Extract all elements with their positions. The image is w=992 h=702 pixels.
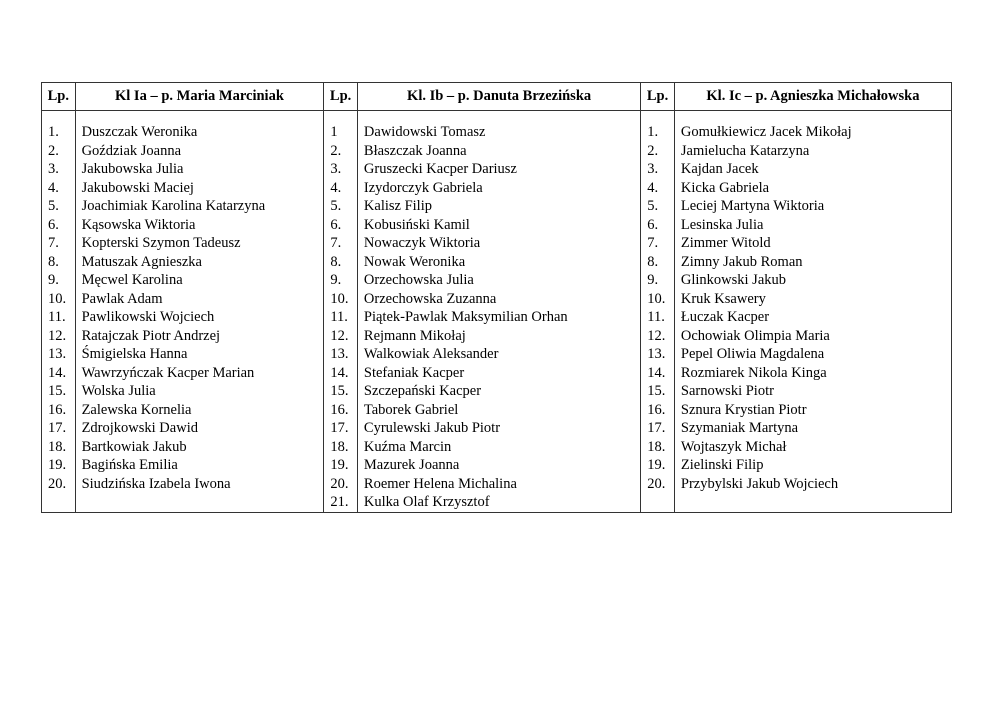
student-name-ib: Nowaczyk Wiktoria	[357, 234, 640, 253]
student-number-ib: 13.	[324, 345, 358, 364]
table-row	[42, 160, 952, 179]
student-number-ic: 4.	[641, 179, 675, 198]
student-number-ic: 6.	[641, 216, 675, 235]
student-number-ic: 1.	[641, 123, 675, 142]
student-name-ic: Kicka Gabriela	[674, 179, 951, 198]
student-name-ib: Szczepański Kacper	[357, 382, 640, 401]
student-number-ia: 19.	[42, 456, 76, 475]
student-number-ia: 9.	[42, 271, 76, 290]
student-number-ic: 7.	[641, 234, 675, 253]
student-number-ic: 8.	[641, 253, 675, 272]
table-row	[42, 475, 952, 494]
student-name-ic: Rozmiarek Nikola Kinga	[674, 364, 951, 383]
student-name-ia: Jakubowski Maciej	[75, 179, 324, 198]
table-row	[42, 419, 952, 438]
student-number-ic: 16.	[641, 401, 675, 420]
student-name-ic: Szymaniak Martyna	[674, 419, 951, 438]
student-name-ia: Wawrzyńczak Kacper Marian	[75, 364, 324, 383]
student-name-ib: Kalisz Filip	[357, 197, 640, 216]
student-number-ic	[641, 493, 675, 512]
student-number-ia: 4.	[42, 179, 76, 198]
student-name-ia: Śmigielska Hanna	[75, 345, 324, 364]
lp-header-ia: Lp.	[42, 83, 76, 111]
student-name-ia: Bagińska Emilia	[75, 456, 324, 475]
table-row	[42, 271, 952, 290]
student-number-ib: 7.	[324, 234, 358, 253]
student-name-ia: Joachimiak Karolina Katarzyna	[75, 197, 324, 216]
student-name-ic: Łuczak Kacper	[674, 308, 951, 327]
student-name-ia: Zdrojkowski Dawid	[75, 419, 324, 438]
student-name-ib: Dawidowski Tomasz	[357, 123, 640, 142]
student-number-ib: 1	[324, 123, 358, 142]
student-number-ia: 8.	[42, 253, 76, 272]
student-name-ia	[75, 493, 324, 512]
student-name-ib: Nowak Weronika	[357, 253, 640, 272]
student-number-ia: 18.	[42, 438, 76, 457]
student-name-ib: Kuźma Marcin	[357, 438, 640, 457]
student-number-ic: 20.	[641, 475, 675, 494]
student-number-ib: 11.	[324, 308, 358, 327]
student-number-ia: 6.	[42, 216, 76, 235]
table-row	[42, 142, 952, 161]
student-name-ia: Męcwel Karolina	[75, 271, 324, 290]
student-number-ia: 17.	[42, 419, 76, 438]
student-number-ib: 20.	[324, 475, 358, 494]
student-number-ib: 3.	[324, 160, 358, 179]
student-name-ia: Zalewska Kornelia	[75, 401, 324, 420]
student-name-ic: Przybylski Jakub Wojciech	[674, 475, 951, 494]
student-name-ic: Zielinski Filip	[674, 456, 951, 475]
class-header-ib: Kl. Ib – p. Danuta Brzezińska	[357, 83, 640, 111]
student-number-ib: 12.	[324, 327, 358, 346]
student-number-ia: 11.	[42, 308, 76, 327]
table-row	[42, 253, 952, 272]
student-name-ib: Taborek Gabriel	[357, 401, 640, 420]
student-number-ia: 16.	[42, 401, 76, 420]
student-number-ib: 4.	[324, 179, 358, 198]
student-number-ic: 12.	[641, 327, 675, 346]
student-number-ib: 8.	[324, 253, 358, 272]
table-row	[42, 123, 952, 142]
student-number-ib: 19.	[324, 456, 358, 475]
student-number-ib: 5.	[324, 197, 358, 216]
student-number-ib: 6.	[324, 216, 358, 235]
student-number-ib: 15.	[324, 382, 358, 401]
student-name-ia: Kopterski Szymon Tadeusz	[75, 234, 324, 253]
student-name-ib: Izydorczyk Gabriela	[357, 179, 640, 198]
student-number-ic: 13.	[641, 345, 675, 364]
student-name-ia: Ratajczak Piotr Andrzej	[75, 327, 324, 346]
student-name-ib: Orzechowska Zuzanna	[357, 290, 640, 309]
student-name-ib: Orzechowska Julia	[357, 271, 640, 290]
student-name-ib: Stefaniak Kacper	[357, 364, 640, 383]
student-number-ic: 18.	[641, 438, 675, 457]
student-name-ia: Pawlikowski Wojciech	[75, 308, 324, 327]
student-number-ib: 18.	[324, 438, 358, 457]
table-row	[42, 327, 952, 346]
student-number-ic: 3.	[641, 160, 675, 179]
student-name-ib: Błaszczak Joanna	[357, 142, 640, 161]
student-number-ib: 9.	[324, 271, 358, 290]
student-number-ia: 10.	[42, 290, 76, 309]
student-name-ia: Matuszak Agnieszka	[75, 253, 324, 272]
table-row	[42, 290, 952, 309]
table-row	[42, 364, 952, 383]
student-name-ic: Glinkowski Jakub	[674, 271, 951, 290]
student-name-ic: Gomułkiewicz Jacek Mikołaj	[674, 123, 951, 142]
table-row	[42, 216, 952, 235]
table-row	[42, 234, 952, 253]
class-header-ic: Kl. Ic – p. Agnieszka Michałowska	[674, 83, 951, 111]
lp-header-ic: Lp.	[641, 83, 675, 111]
student-number-ia: 15.	[42, 382, 76, 401]
table-row	[42, 382, 952, 401]
student-name-ib: Kobusiński Kamil	[357, 216, 640, 235]
student-name-ic: Lesinska Julia	[674, 216, 951, 235]
student-number-ic: 2.	[641, 142, 675, 161]
student-name-ib: Rejmann Mikołaj	[357, 327, 640, 346]
table-row	[42, 493, 952, 512]
student-number-ia: 13.	[42, 345, 76, 364]
table-row	[42, 179, 952, 198]
student-name-ic: Kajdan Jacek	[674, 160, 951, 179]
header-row	[42, 83, 952, 111]
class-roster-table	[41, 82, 952, 513]
student-name-ia: Bartkowiak Jakub	[75, 438, 324, 457]
student-number-ic: 5.	[641, 197, 675, 216]
student-name-ib: Kulka Olaf Krzysztof	[357, 493, 640, 512]
student-name-ia: Wolska Julia	[75, 382, 324, 401]
student-number-ib: 14.	[324, 364, 358, 383]
student-number-ib: 16.	[324, 401, 358, 420]
student-name-ic: Sznura Krystian Piotr	[674, 401, 951, 420]
student-number-ic: 19.	[641, 456, 675, 475]
lp-header-ib: Lp.	[324, 83, 358, 111]
student-name-ia: Goździak Joanna	[75, 142, 324, 161]
student-number-ia: 1.	[42, 123, 76, 142]
table-row	[42, 401, 952, 420]
student-number-ic: 15.	[641, 382, 675, 401]
student-name-ib: Piątek-Pawlak Maksymilian Orhan	[357, 308, 640, 327]
student-name-ic: Pepel Oliwia Magdalena	[674, 345, 951, 364]
student-name-ia: Kąsowska Wiktoria	[75, 216, 324, 235]
student-name-ic: Leciej Martyna Wiktoria	[674, 197, 951, 216]
table-row	[42, 197, 952, 216]
student-number-ic: 9.	[641, 271, 675, 290]
student-number-ic: 10.	[641, 290, 675, 309]
student-name-ic: Sarnowski Piotr	[674, 382, 951, 401]
student-name-ia: Jakubowska Julia	[75, 160, 324, 179]
student-number-ic: 17.	[641, 419, 675, 438]
student-number-ia: 2.	[42, 142, 76, 161]
student-name-ic	[674, 493, 951, 512]
student-name-ib: Gruszecki Kacper Dariusz	[357, 160, 640, 179]
student-number-ia: 3.	[42, 160, 76, 179]
table-row	[42, 456, 952, 475]
student-number-ia: 20.	[42, 475, 76, 494]
student-number-ib: 21.	[324, 493, 358, 512]
student-name-ib: Walkowiak Aleksander	[357, 345, 640, 364]
student-name-ia: Siudzińska Izabela Iwona	[75, 475, 324, 494]
student-number-ic: 14.	[641, 364, 675, 383]
student-number-ia	[42, 493, 76, 512]
student-name-ia: Duszczak Weronika	[75, 123, 324, 142]
table-row	[42, 308, 952, 327]
student-number-ib: 17.	[324, 419, 358, 438]
student-name-ic: Ochowiak Olimpia Maria	[674, 327, 951, 346]
class-header-ia: Kl Ia – p. Maria Marciniak	[75, 83, 324, 111]
student-name-ic: Wojtaszyk Michał	[674, 438, 951, 457]
student-number-ia: 14.	[42, 364, 76, 383]
student-name-ic: Zimny Jakub Roman	[674, 253, 951, 272]
student-name-ib: Roemer Helena Michalina	[357, 475, 640, 494]
student-name-ic: Kruk Ksawery	[674, 290, 951, 309]
spacer-row	[42, 111, 952, 124]
table-row	[42, 438, 952, 457]
student-name-ib: Cyrulewski Jakub Piotr	[357, 419, 640, 438]
student-number-ic: 11.	[641, 308, 675, 327]
student-number-ia: 12.	[42, 327, 76, 346]
student-name-ic: Jamielucha Katarzyna	[674, 142, 951, 161]
student-number-ib: 10.	[324, 290, 358, 309]
student-name-ia: Pawlak Adam	[75, 290, 324, 309]
student-number-ia: 7.	[42, 234, 76, 253]
student-number-ib: 2.	[324, 142, 358, 161]
student-name-ic: Zimmer Witold	[674, 234, 951, 253]
student-name-ib: Mazurek Joanna	[357, 456, 640, 475]
student-number-ia: 5.	[42, 197, 76, 216]
table-row	[42, 345, 952, 364]
roster-body	[42, 111, 952, 513]
